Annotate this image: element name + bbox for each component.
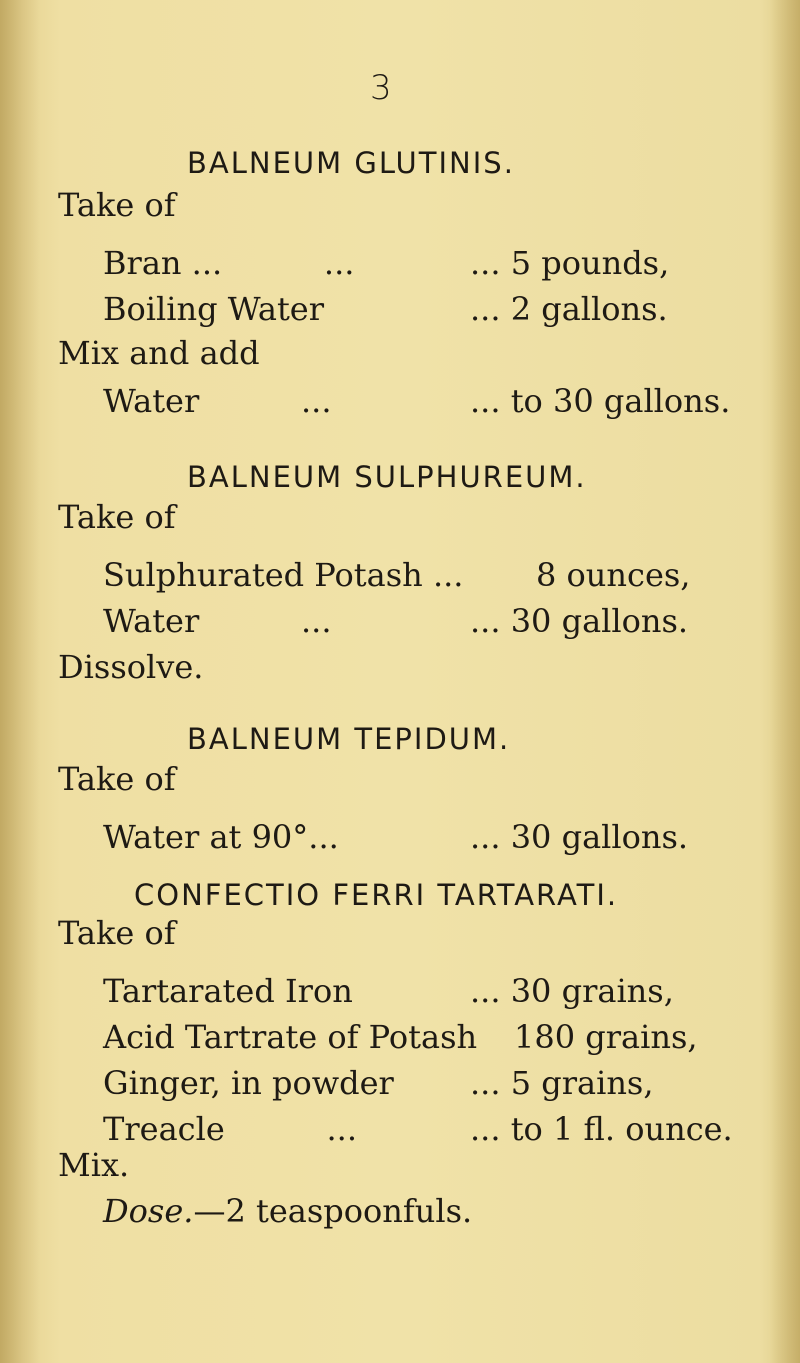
ingredient-quantity: ... 30 gallons. <box>470 818 689 856</box>
take-of-label: Take of <box>58 498 176 536</box>
section-heading: BALNEUM GLUTINIS. <box>187 146 515 180</box>
take-of-label: Take of <box>58 760 176 798</box>
ingredient-quantity: ... 5 grains, <box>470 1064 654 1102</box>
page-shadow-right <box>770 0 800 1363</box>
page-shadow-left <box>0 0 40 1363</box>
ingredient-name: Bran ... ... <box>103 244 355 282</box>
ingredient-quantity: ... 30 gallons. <box>470 602 689 640</box>
ingredient-name: Treacle ... <box>103 1110 357 1148</box>
ingredient-quantity: ... 5 pounds, <box>470 244 670 282</box>
ingredient-name: Boiling Water <box>103 290 325 328</box>
instruction-text: Dissolve. <box>58 648 204 686</box>
ingredient-name: Water at 90°... <box>103 818 339 856</box>
take-of-label: Take of <box>58 186 176 224</box>
section-heading: BALNEUM SULPHUREUM. <box>187 460 587 494</box>
ingredient-name: Acid Tartrate of Potash <box>103 1018 478 1056</box>
instruction-text: Mix and add <box>58 334 260 372</box>
ingredient-quantity: ... to 30 gallons. <box>470 382 731 420</box>
ingredient-quantity: ... to 1 fl. ounce. <box>470 1110 733 1148</box>
dose-line <box>103 1192 472 1230</box>
page-number: 3 <box>370 68 392 108</box>
ingredient-name: Tartarated Iron <box>103 972 353 1010</box>
ingredient-quantity: ... 2 gallons. <box>470 290 668 328</box>
section-heading: CONFECTIO FERRI TARTARATI. <box>134 878 619 912</box>
ingredient-name: Water ... <box>103 382 332 420</box>
dose-text: —2 teaspoonfuls. <box>193 1192 473 1230</box>
ingredient-quantity: 8 ounces, <box>536 556 691 594</box>
ingredient-name: Ginger, in powder <box>103 1064 394 1102</box>
dose-label: Dose. <box>103 1192 194 1230</box>
section-heading: BALNEUM TEPIDUM. <box>187 722 511 756</box>
ingredient-name: Water ... <box>103 602 332 640</box>
take-of-label: Take of <box>58 914 176 952</box>
ingredient-quantity: 180 grains, <box>514 1018 698 1056</box>
ingredient-quantity: ... 30 grains, <box>470 972 674 1010</box>
instruction-text: Mix. <box>58 1146 130 1184</box>
ingredient-name: Sulphurated Potash ... <box>103 556 464 594</box>
